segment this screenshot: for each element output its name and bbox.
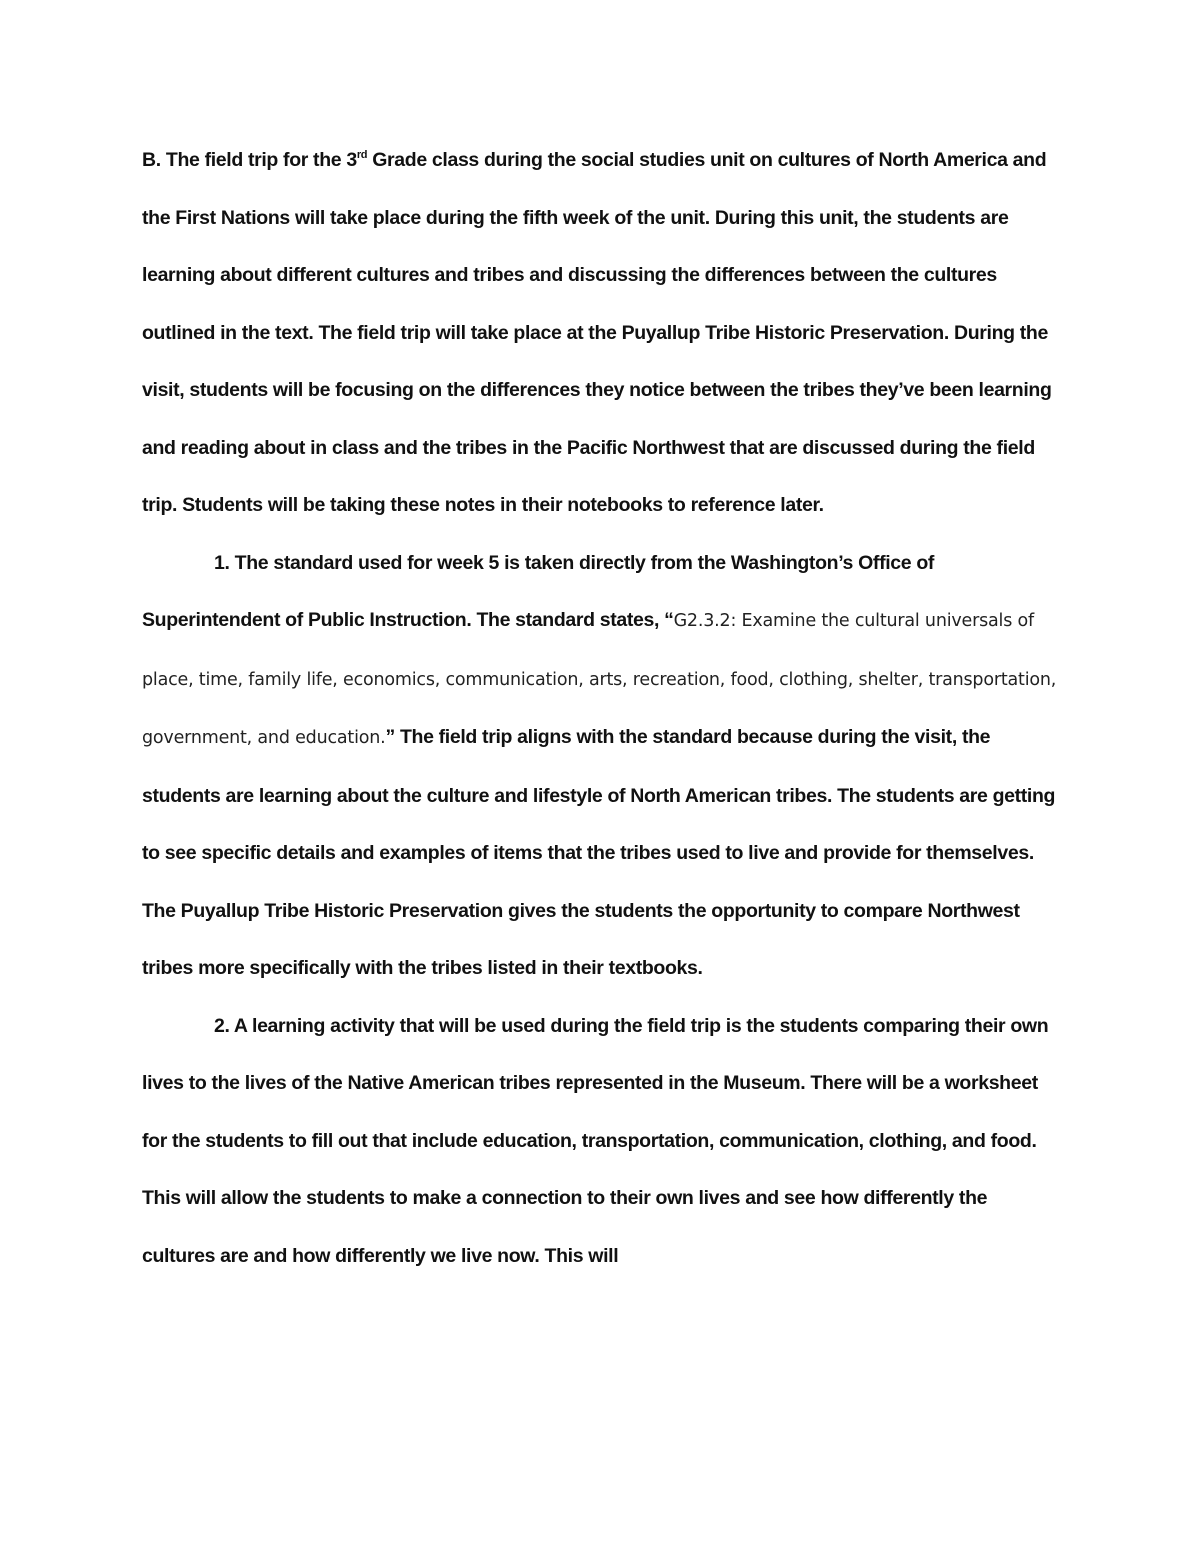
ordinal-superscript: rd xyxy=(356,149,368,161)
paragraph-1-text-start: The standard used for week 5 is taken directly from the Washington’s Office of Superintendent of Public Instruction. The standard states, “ xyxy=(142,551,935,631)
paragraph-b xyxy=(142,132,1060,535)
document-body xyxy=(142,132,1060,1285)
paragraph-b-text-rest: Grade class during the social studies unit on cultures of North America and the First Nations will take place during the fifth week of the unit. During this unit, the students are learning about different cultures and tribes and discussing the differences between the cultures outlined in the text. The field trip will take place at the Puyallup Tribe Historic Preservation. During the visit, students will be focusing on the differences they notice between the tribes they’ve been learning and reading about in class and the tribes in the Pacific Northwest that are discussed during the field trip. Students will be taking these notes in their notebooks to reference later. xyxy=(142,149,1052,516)
standard-quote: G2.3.2: Examine the cultural universals of place, time, family life, economics, communication, arts, recreation, food, clothing, shelter, transportation, government, and education. xyxy=(142,611,1057,748)
paragraph-2-label: 2. xyxy=(214,1014,230,1037)
paragraph-2 xyxy=(142,998,1060,1286)
paragraph-1-label: 1. xyxy=(214,551,230,574)
paragraph-b-text-start: The field trip for the 3 xyxy=(160,149,357,171)
paragraph-b-label: B. xyxy=(142,149,161,171)
paragraph-1-text-rest: ” The field trip aligns with the standard because during the visit, the students are learning about the culture and lifestyle of North American tribes. The students are getting to see specific details and examples of items that the tribes used to live and provide for themselves. The Puyallup Tribe Historic Preservation gives the students the opportunity to compare Northwest tribes more specifically with the tribes listed in their textbooks. xyxy=(142,726,1056,979)
paragraph-2-text: A learning activity that will be used during the field trip is the students comparing their own lives to the lives of the Native American tribes represented in the Museum. There will be a worksheet for the students to fill out that include education, transportation, communication, clothing, and food. This will allow the students to make a connection to their own lives and see how differently the cultures are and how differently we live now. This will xyxy=(142,1014,1049,1267)
paragraph-1 xyxy=(142,535,1060,998)
